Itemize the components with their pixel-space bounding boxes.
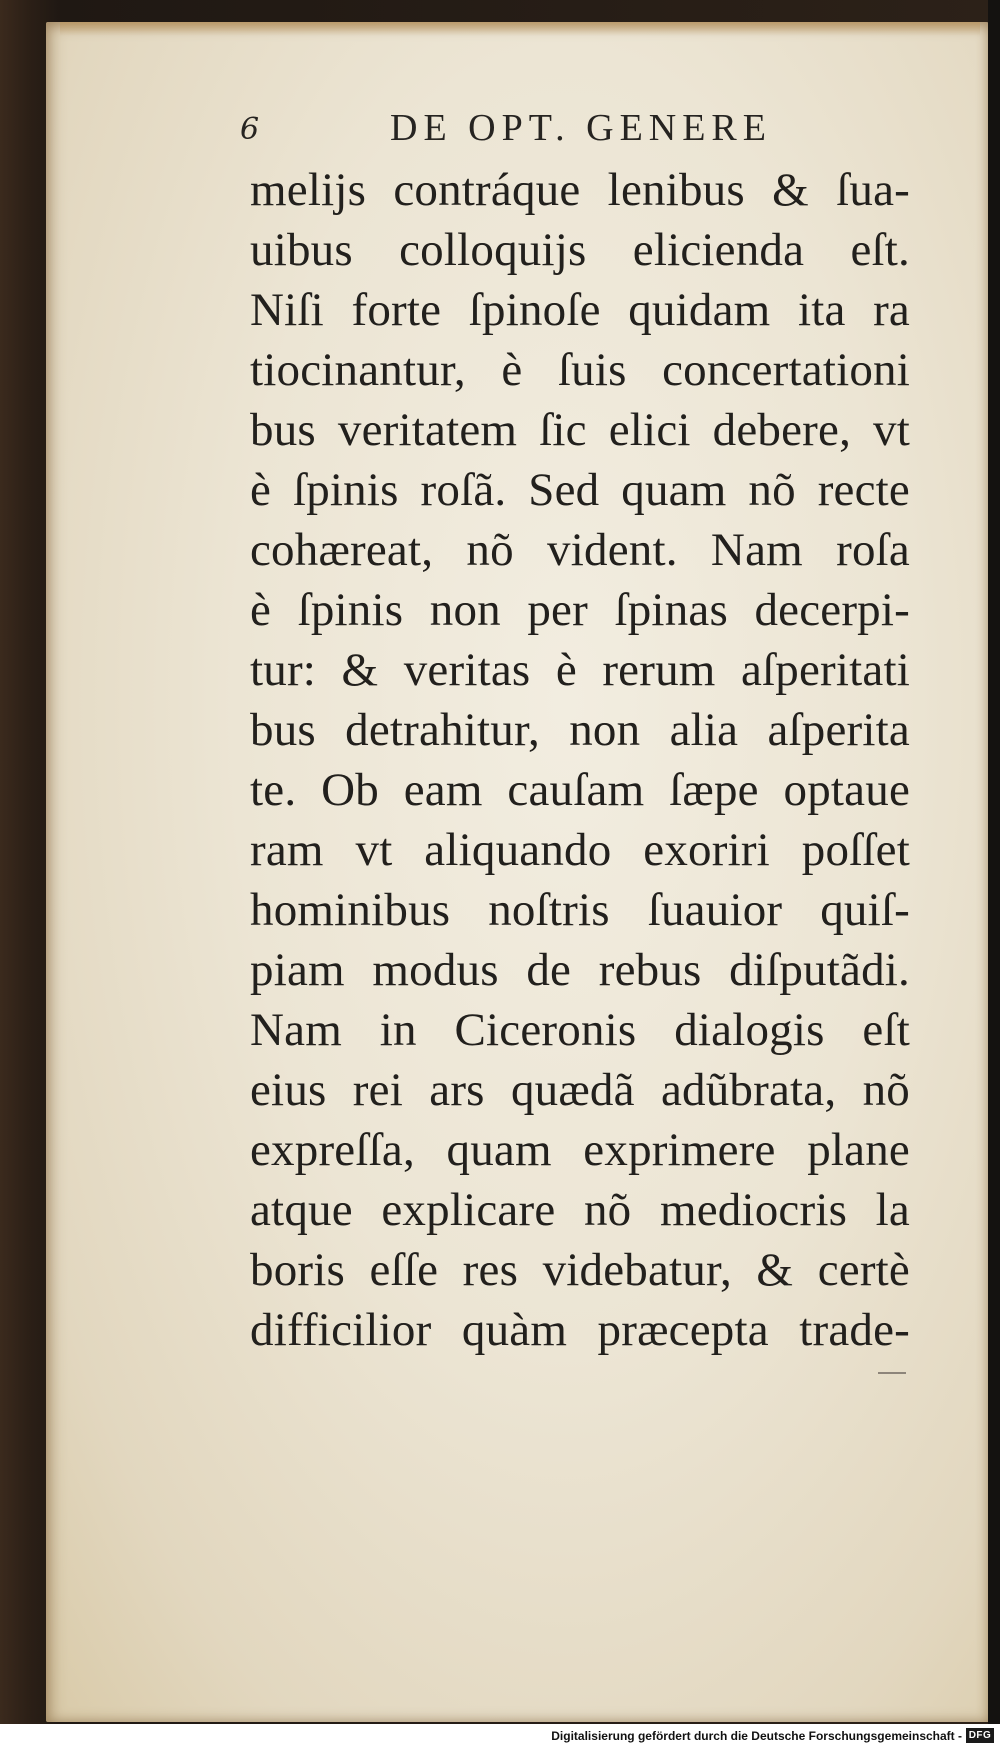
catchword-mark [878, 1372, 906, 1374]
text-line: Nam in Ciceronis dialogis eſt [250, 1004, 910, 1056]
text-line: bus veritatem ſic elici debere, vt [250, 404, 910, 456]
text-line: bus detrahitur, non alia aſperita [250, 704, 910, 756]
page-edge-stain [60, 22, 980, 36]
text-line: tur: & veritas è rerum aſperitati [250, 644, 910, 696]
text-line: cohæreat, nõ vident. Nam roſa [250, 524, 910, 576]
page-number: 6 [240, 112, 260, 147]
scan-right-border [988, 0, 1000, 1746]
text-line: melijs contráque lenibus & ſua- [250, 164, 910, 216]
dfg-logo: DFG [966, 1728, 994, 1743]
text-line: eius rei ars quædã adũbrata, nõ [250, 1064, 910, 1116]
text-line: expreſſa, quam exprimere plane [250, 1124, 910, 1176]
text-line: tiocinantur, è ſuis concertationi [250, 344, 910, 396]
text-line: è ſpinis non per ſpinas decerpi- [250, 584, 910, 636]
text-line: hominibus noſtris ſuauior quiſ- [250, 884, 910, 936]
footer-credit: Digitalisierung gefördert durch die Deutsche Forschungsgemeinschaft - [551, 1729, 962, 1743]
text-line: difficilior quàm præcepta trade- [250, 1304, 910, 1356]
text-line: Niſi forte ſpinoſe quidam ita ra [250, 284, 910, 336]
text-line: te. Ob eam cauſam ſæpe optaue [250, 764, 910, 816]
footer-bar [0, 1724, 1000, 1746]
text-line: piam modus de rebus diſputãdi. [250, 944, 910, 996]
text-line: è ſpinis roſã. Sed quam nõ recte [250, 464, 910, 516]
body-text [250, 160, 910, 1360]
text-line: boris eſſe res videbatur, & certè [250, 1244, 910, 1296]
text-line: ram vt aliquando exoriri poſſet [250, 824, 910, 876]
text-line: uibus colloquijs elicienda eſt. [250, 224, 910, 276]
running-head: DE OPT. GENERE [390, 107, 772, 149]
text-line: atque explicare nõ mediocris la [250, 1184, 910, 1236]
